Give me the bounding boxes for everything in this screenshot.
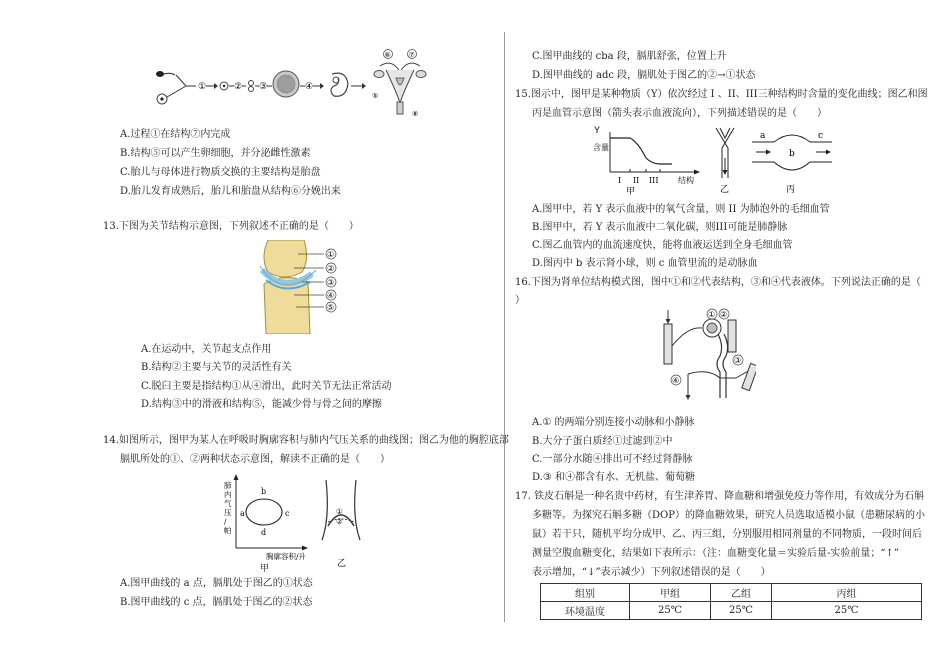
q14-caption-yi: 乙 [337, 559, 347, 569]
q16-label-3: ③ [734, 356, 742, 365]
table-header-cell: 组别 [541, 584, 630, 602]
q14-yi-label-1: ① [336, 507, 343, 516]
q17-line-1: 17. 铁皮石斛是一种名贵中药材，有生津养胃、降血糖和增强免疫力等作用，有效成分为石斛 [515, 491, 925, 502]
q17-line-5: 表示增加，“↓”表示减少）下列叙述错误的是（ ） [532, 567, 771, 578]
female-reproductive-system-icon [374, 63, 426, 114]
q15-option-c: C.图乙血管内的血流速度快，能将血液运送到全身毛细血管 [532, 240, 793, 251]
q12-option-d: D.胎儿发育成熟后，胎儿和胎盘从结构⑥分娩出来 [120, 186, 341, 197]
q12-label-2: ② [234, 82, 243, 92]
q15-xtick-1: I [618, 176, 622, 185]
q15-option-a: A.图甲中，若 Y 表示血液中的氧气含量，则 II 为肺泡外的毛细血管 [532, 204, 830, 215]
q16-option-b: B.大分子蛋白质经①过滤到②中 [532, 436, 673, 447]
q16-label-1: ① [708, 310, 716, 319]
blastocyst-icon [273, 71, 299, 97]
q12-label-5: ⑤ [372, 92, 379, 100]
q14-xlabel: 胸廓容积/升 [266, 552, 307, 561]
q14-ylabel-char-5: / [224, 517, 227, 526]
q13-option-d: D.结构③中的滑液和结构⑤，能减少骨与骨之间的摩擦 [141, 399, 382, 410]
q12-label-6: ⑥ [384, 51, 391, 59]
q14-ylabel-char-4: 压 [224, 508, 232, 517]
q15-ylabel-content: 含量 [593, 143, 609, 152]
q14-yi-label-2: ② [336, 517, 343, 526]
embryo-icon [331, 73, 348, 96]
right-column [506, 0, 950, 672]
q14-pv-loop [246, 499, 282, 525]
q12-label-7: ⑦ [408, 51, 415, 59]
q15-bing-c: c [818, 131, 824, 141]
table-row [541, 602, 922, 620]
q14-stem-line-2: 膈肌所处的①、②两种状态示意图，解读不正确的是（ ） [120, 454, 390, 465]
table-cell: 25℃ [772, 602, 922, 620]
q12-label-3: ③ [259, 82, 268, 92]
table-cell: 环境温度 [541, 602, 630, 620]
q14-ylabel-char-3: 气 [224, 499, 232, 508]
q13-label-5: ⑤ [327, 303, 335, 312]
q14-option-b: B.图甲曲线的 c 点，膈肌处于图乙的②状态 [120, 597, 313, 608]
q15-ylabel-y: Y [594, 125, 601, 135]
q14-point-c: c [285, 509, 290, 518]
q12-option-b: B.结构⑤可以产生卵细胞，并分泌雌性激素 [120, 148, 311, 159]
table-header-cell: 丙组 [772, 584, 922, 602]
q14-option-c: C.图甲曲线的 cba 段，膈肌舒张，位置上升 [532, 51, 727, 62]
q16-stem-line-1: 16.下图为肾单位结构模式图，图中①和②代表结构，③和④代表液体。下列说法正确的是（ [515, 277, 921, 288]
table-cell: 25℃ [711, 602, 772, 620]
table-cell: 25℃ [630, 602, 711, 620]
q15-caption-bing: 丙 [786, 185, 796, 195]
q14-caption-jia: 甲 [260, 564, 270, 572]
q15-option-d: D.图丙中 b 表示肾小球，则 c 血管里流的是动脉血 [532, 258, 758, 269]
q15-xtick-2: II [633, 176, 640, 185]
q13-joint-figure [258, 240, 348, 334]
q14-ylabel-char-1: 肺 [224, 481, 232, 490]
q14-ylabel-char-6: 帕 [224, 526, 232, 535]
q15-bing-b: b [789, 149, 795, 159]
q12-label-4: ④ [305, 82, 314, 92]
q14-option-a: A.图甲曲线的 a 点，膈肌处于图乙的①状态 [120, 578, 313, 589]
egg-cell-icon [157, 94, 167, 104]
q17-line-4: 测量空腹血糖变化，结果如下表所示：（注：血糖变化量＝实验后量-实验前量；“↑” [532, 548, 899, 559]
q15-yi-vessel-icon [716, 128, 734, 178]
q13-label-4: ④ [327, 291, 335, 300]
q16-nephron-figure [658, 306, 756, 410]
q13-label-1: ① [327, 250, 335, 259]
q17-line-2: 多糖等。为探究石斛多糖（DOP）的降血糖效果，研究人员选取适模小鼠（患糖尿病的小 [532, 510, 925, 521]
q14-ylabel [224, 480, 232, 535]
table-header-cell: 乙组 [711, 584, 772, 602]
q15-xlabel: 结构 [678, 176, 694, 185]
q16-option-c: C.一部分水随④排出可不经过肾静脉 [532, 454, 693, 465]
two-cell-icon [249, 81, 254, 92]
table-header-cell: 甲组 [630, 584, 711, 602]
q14-option-d: D.图甲曲线的 adc 段，膈肌处于图乙的②→①状态 [532, 70, 756, 81]
q12-option-a: A.过程①在结构⑦内完成 [120, 129, 231, 140]
q13-option-b: B.结构②主要与关节的灵活性有关 [141, 362, 292, 373]
sperm-icon [156, 71, 175, 77]
q15-caption-yi: 乙 [720, 185, 730, 195]
q16-label-4: ④ [672, 376, 680, 385]
q13-stem: 13.下图为关节结构示意图，下列叙述不正确的是（ ） [103, 221, 359, 232]
q14-point-d: d [261, 528, 267, 537]
q13-option-c: C.脱臼主要是指结构①从④滑出，此时关节无法正常活动 [141, 381, 392, 392]
q14-point-a: a [240, 509, 245, 518]
q15-bing-a: a [760, 131, 766, 141]
q17-line-3: 鼠）若干只，随机平均分成甲、乙、丙三组，分别服用相同剂量的不同物质，一段时间后 [532, 529, 922, 540]
q15-xtick-3: III [649, 176, 659, 185]
q14-point-b: b [261, 487, 267, 496]
q15-stem-line-1: 15.图示中，图甲是某种物质（Y）依次经过 I 、II、III三种结构时含量的变化曲线；图乙和图 [515, 89, 928, 100]
q12-label-8: ⑧ [412, 110, 419, 118]
q15-stem-line-2: 丙是血管示意图（箭头表示血液流向），下列描述错误的是（ ） [532, 108, 827, 119]
q14-ylabel-char-2: 内 [224, 490, 232, 499]
q17-table [540, 583, 922, 620]
q16-stem-line-2: ） [515, 295, 525, 306]
q12-development-figure [148, 44, 430, 120]
q15-option-b: B.图甲中，若 Y 表示血液中二氧化碳，则III可能是肺静脉 [532, 222, 788, 233]
q16-label-2: ② [720, 310, 728, 319]
q13-label-3: ③ [327, 278, 335, 287]
q15-curve [610, 138, 672, 164]
q15-figure [592, 124, 912, 196]
q14-stem-line-1: 14.如图所示，图甲为某人在呼吸时胸廓容积与肺内气压关系的曲线图；图乙为他的胸腔底部 [103, 435, 509, 446]
q13-label-2: ② [327, 264, 335, 273]
table-header-row [541, 584, 922, 602]
q16-option-a: A.① 的两端分别连接小动脉和小静脉 [532, 417, 695, 428]
q14-breathing-figure [218, 474, 368, 572]
q13-option-a: A.在运动中，关节起支点作用 [141, 344, 272, 355]
q15-caption-jia: 甲 [626, 187, 636, 196]
q12-option-c: C.胎儿与母体进行物质交换的主要结构是胎盘 [120, 167, 321, 178]
q12-label-1: ① [198, 82, 207, 92]
q16-option-d: D.③ 和④都含有水、无机盐、葡萄糖 [532, 472, 695, 483]
